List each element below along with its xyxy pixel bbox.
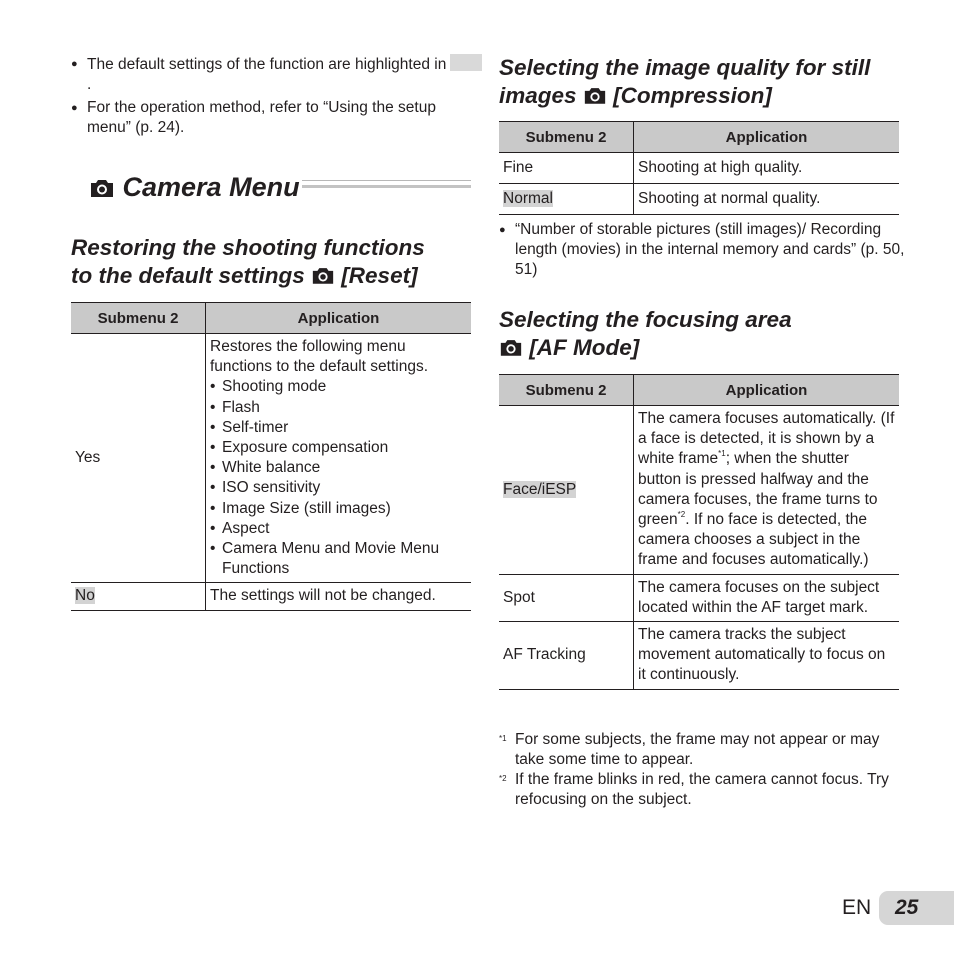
list-item: • Aspect <box>210 519 467 539</box>
header-submenu: Submenu 2 <box>499 375 634 406</box>
application-cell: Shooting at high quality. <box>634 153 900 184</box>
header-application: Application <box>634 375 900 406</box>
compression-heading: Selecting the image quality for still images [Compression] <box>499 55 871 108</box>
af-mode-heading: Selecting the focusing area [AF Mode] <box>499 307 792 360</box>
compression-note: ● “Number of storable pictures (still images)/ Recording length (movies) in the internal memory and cards” (p. 50, 51) <box>499 220 905 281</box>
table-header <box>499 122 899 153</box>
application-cell: Shooting at normal quality. <box>634 184 900 215</box>
application-cell: The settings will not be changed. <box>206 583 472 610</box>
default-highlight: Face/iESP <box>503 480 577 498</box>
list-item: • Camera Menu and Movie Menu Functions <box>210 539 467 579</box>
camera-icon <box>583 86 607 105</box>
camera-icon <box>311 266 335 285</box>
highlight-sample <box>450 54 482 71</box>
footnote-1: *1 For some subjects, the frame may not appear or may take some time to appear. <box>499 731 880 769</box>
camera-icon <box>499 338 523 357</box>
application-cell: Restores the following menu functions to the default settings. • Shooting mode • Flash • Self-timer • Exposure compensation • White balance • ISO sensitivity • Image Size (still images) • Aspect • Camera Menu and Movie Menu Functions <box>206 334 472 583</box>
table-header <box>499 375 899 406</box>
list-item: • Flash <box>210 398 467 418</box>
application-cell: The camera focuses automatically. (If a face is detected, it is shown by a white frame$^{*1}$; when the shutter button is pressed halfway and the camera focuses, the frame turns to green$^{*2}$. If no face is detected, the camera chooses a subject in the frame and focuses automatically.) <box>634 406 900 575</box>
intro-bullet-highlight: ● The default settings of the function are highlighted in. <box>71 54 483 95</box>
table-row <box>499 153 899 184</box>
reset-table <box>71 302 471 611</box>
table-row <box>71 583 471 610</box>
camera-menu-title: Camera Menu <box>71 172 471 202</box>
submenu-cell: Yes <box>71 334 206 583</box>
reset-heading: Restoring the shooting functions to the default settings [Reset] <box>71 235 425 288</box>
header-submenu: Submenu 2 <box>71 303 206 334</box>
header-application: Application <box>206 303 472 334</box>
table-row <box>499 406 899 575</box>
table-header <box>71 303 471 334</box>
submenu-cell <box>499 406 634 575</box>
header-application: Application <box>634 122 900 153</box>
list-item: • Image Size (still images) <box>210 499 467 519</box>
list-item: • Shooting mode <box>210 377 467 397</box>
footnote-2: *2 If the frame blinks in red, the camera cannot focus. Try refocusing on the subject. <box>499 771 889 809</box>
table-row <box>71 334 471 583</box>
submenu-cell: Fine <box>499 153 634 184</box>
camera-icon <box>89 178 115 198</box>
application-cell: The camera focuses on the subject located within the AF target mark. <box>634 574 900 621</box>
language-label: EN <box>842 896 872 919</box>
list-item: • Self-timer <box>210 418 467 438</box>
submenu-cell: Spot <box>499 574 634 621</box>
list-item: • White balance <box>210 458 467 478</box>
table-row <box>499 622 899 690</box>
list-item: • ISO sensitivity <box>210 478 467 498</box>
submenu-cell <box>71 583 206 610</box>
header-submenu: Submenu 2 <box>499 122 634 153</box>
reset-items-list <box>210 377 467 579</box>
table-row <box>499 184 899 215</box>
table-row <box>499 574 899 621</box>
default-highlight: No <box>75 587 95 605</box>
page-number: 25 <box>879 891 954 925</box>
intro-bullet-operation: ● For the operation method, refer to “Using the setup menu” (p. 24). <box>71 98 483 138</box>
submenu-cell: AF Tracking <box>499 622 634 690</box>
af-mode-table <box>499 374 899 690</box>
list-item: • Exposure compensation <box>210 438 467 458</box>
compression-table <box>499 121 899 215</box>
default-highlight: Normal <box>503 189 553 207</box>
application-cell: The camera tracks the subject movement automatically to focus on it continuously. <box>634 622 900 690</box>
submenu-cell <box>499 184 634 215</box>
